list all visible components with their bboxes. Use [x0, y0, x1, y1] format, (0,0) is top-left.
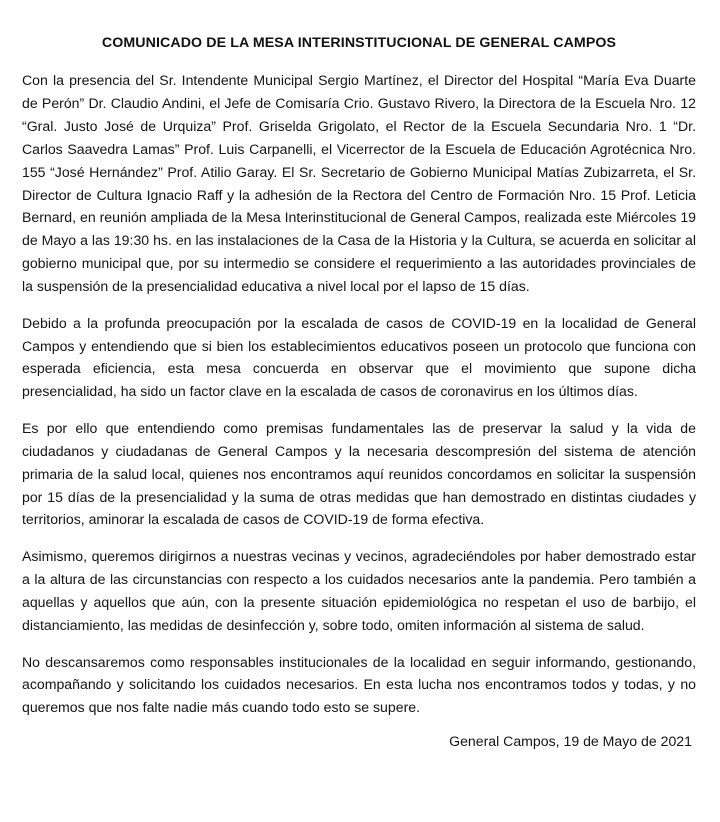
- signature-line: General Campos, 19 de Mayo de 2021: [449, 732, 692, 749]
- paragraph-5: No descansaremos como responsables institucionales de la localidad en seguir informando, gestionando, acompañando y solicitando los cuidados necesarios. En esta lucha nos encontramos todos y todas, y no queremos que nos falte nadie más cuando todo esto se supere.: [22, 653, 696, 716]
- paragraph-3: Es por ello que entendiendo como premisas fundamentales las de preservar la salud y la vida de ciudadanos y ciudadanas de General Campos y la necesaria descompresión del sistema de atención primaria de la salud local, quienes nos encontramos aquí reunidos concordamos en solicitar la suspensión por 15 días de la presencialidad y la suma de otras medidas que han demostrado en distintas ciudades y territorios, aminorar la escalada de casos de COVID-19 de forma efectiva.: [22, 420, 696, 528]
- paragraph-4: Asimismo, queremos dirigirnos a nuestras vecinas y vecinos, agradeciéndoles por haber demostrado estar a la altura de las circunstancias con respecto a los cuidados necesarios ante la pandemia. Pero también a aquellas y aquellos que aún, con la presente situación epidemiológica no respetan el uso de barbijo, el distanciamiento, las medidas de desinfección y, sobre todo, omiten información al sistema de salud.: [22, 548, 696, 633]
- paragraph-2: Debido a la profunda preocupación por la escalada de casos de COVID-19 en la localidad de General Campos y entendiendo que si bien los establecimientos educativos poseen un protocolo que funciona con esperada eficiencia, esta mesa concuerda en observar que el movimiento que supone dicha presencialidad, ha sido un factor clave en la escalada de casos de coronavirus en los últimos días.: [22, 314, 696, 400]
- paragraph-1: Con la presencia del Sr. Intendente Municipal Sergio Martínez, el Director del Hospital “María Eva Duarte de Perón” Dr. Claudio Andini, el Jefe de Comisaría Crio. Gustavo Rivero, la Directora de la Escuela Nro. 12 “Gral. Justo José de Urquiza” Prof. Griselda Grigolato, el Rector de la Escuela Secundaria Nro. 1 “Dr. Carlos Saavedra Lamas” Prof. Luis Carpanelli, el Vicerrector de la Escuela de Educación Agrotécnica Nro. 155 “José Hernández” Prof. Atilio Garay. El Sr. Secretario de Gobierno Municipal Matías Zubizarreta, el Sr. Director de Cultura Ignacio Raff y la adhesión de la Rectora del Centro de Formación Nro. 15 Prof. Leticia Bernard, en reunión ampliada de la Mesa Interinstitucional de General Campos, realizada este Miércoles 19 de Mayo a las 19:30 hs. en las instalaciones de la Casa de la Historia y la Cultura, se acuerda en solicitar al gobierno municipal que, por su intermedio se considere el requerimiento a las autoridades provinciales de la suspensión de la presencialidad educativa a nivel local por el lapso de 15 días.: [22, 72, 696, 294]
- page-title: COMUNICADO DE LA MESA INTERINSTITUCIONAL DE GENERAL CAMPOS: [101, 35, 617, 51]
